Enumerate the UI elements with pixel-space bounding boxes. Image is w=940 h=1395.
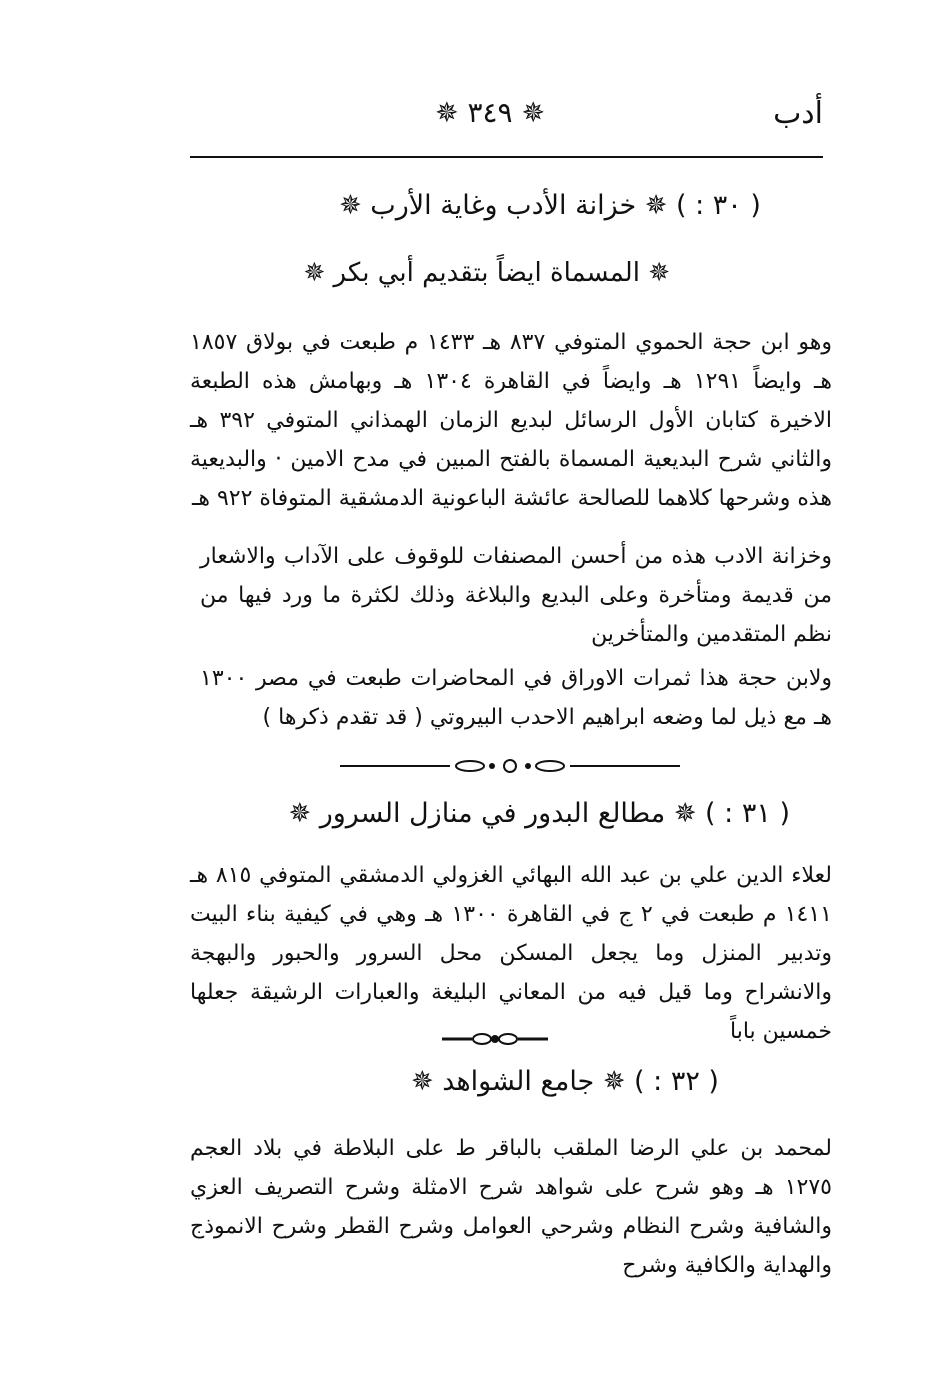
entry-title: ( ٣٠ : ) ✵ خزانة الأدب وغاية الأرب ✵ — [339, 190, 761, 221]
entry-subtitle: ✵ المسماة ايضاً بتقديم أبي بكر ✵ — [303, 258, 670, 288]
entry-paragraph: لعلاء الدين علي بن عبد الله البهائي الغزولي الدمشقي المتوفي ٨١٥ هـ ١٤١١ م طبعت في ٢ ج في القاهرة ١٣٠٠ هـ وهي في كيفية بناء البيت وتدبير المنزل وما يجعل المسكن محل السرور والحبور والبهجة والانشراح وما قيل فيه من المعاني البليغة والعبارات الرشيقة جعلها خمسين باباً — [190, 863, 832, 1044]
entry-paragraph: ولابن حجة هذا ثمرات الاوراق في المحاضرات طبعت في مصر ١٣٠٠ هـ مع ذيل لما وضعه ابراهيم الاحدب البيروتي ( قد تقدم ذكرها ) — [200, 666, 832, 730]
header-rule — [190, 156, 823, 158]
running-head-subject: أدب — [773, 96, 823, 131]
entry-title: ( ٣١ : ) ✵ مطالع البدور في منازل السرور ✵ — [288, 798, 790, 829]
page-number: ✵ ٣٤٩ ✵ — [435, 96, 545, 129]
ornamental-divider-small — [442, 1030, 548, 1048]
entry-paragraph: وخزانة الادب هذه من أحسن المصنفات للوقوف على الآداب والاشعار من قديمة ومتأخرة وعلى البديع والبلاغة وذلك لكثرة ما ورد فيها من نظم المتقدمين والمتأخرين — [200, 544, 832, 647]
entry-title: ( ٣٢ : ) ✵ جامع الشواهد ✵ — [411, 1066, 719, 1097]
ornamental-divider — [340, 756, 680, 776]
entry-paragraph: لمحمد بن علي الرضا الملقب بالباقر ط على البلاطة في بلاد العجم ١٢٧٥ هـ وهو شرح على شواهد شرح الامثلة وشرح التصريف العزي والشافية وشرح النظام وشرحي العوامل وشرح القطر وشرح الانموذج والهداية والكافية وشرح — [190, 1136, 832, 1278]
page-header — [190, 92, 823, 148]
entry-paragraph: وهو ابن حجة الحموي المتوفي ٨٣٧ هـ ١٤٣٣ م طبعت في بولاق ١٨٥٧ هـ وايضاً ١٢٩١ هـ وايضاً في القاهرة ١٣٠٤ هـ وبهامش هذه الطبعة الاخيرة كتابان الأول الرسائل لبديع الزمان الهمذاني المتوفي ٣٩٢ هـ والثاني شرح البديعية المسماة بالفتح المبين في مدح الامين · والبديعية هذه وشرحها كلاهما للصالحة عائشة الباعونية الدمشقية المتوفاة ٩٢٢ هـ — [190, 330, 832, 511]
